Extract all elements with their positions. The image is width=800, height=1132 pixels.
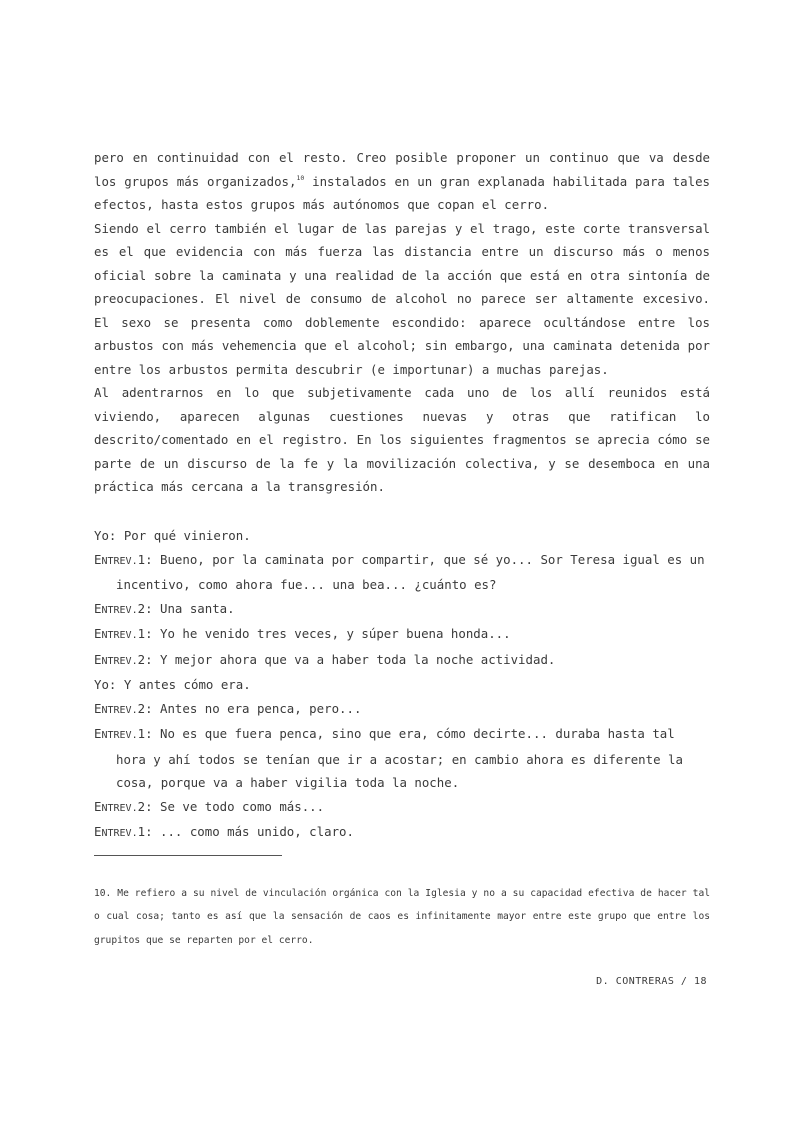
dialogue-text: Una santa. bbox=[152, 600, 235, 616]
dialogue-text: Se ve todo como más... bbox=[152, 798, 325, 814]
speaker-label: ENTREV.2 bbox=[94, 700, 146, 716]
speaker-label: ENTREV.2 bbox=[94, 651, 146, 667]
dialogue-turn: ENTREV.1: ... como más unido, claro. bbox=[94, 824, 354, 839]
paragraph-1-text-b: instalados en un gran explanada habilitada para tales efectos, hasta estos grupos más autónomos que copan el cerro. bbox=[94, 173, 710, 212]
dialogue-turn: ENTREV.2: Se ve todo como más... bbox=[94, 798, 325, 814]
dialogue-turn: Yo: Por qué vinieron. bbox=[94, 528, 251, 543]
page-footer: D. CONTRERAS / 18 bbox=[596, 976, 707, 987]
dialogue-turn: ENTREV.2: Y mejor ahora que va a haber toda la noche actividad. bbox=[94, 651, 556, 667]
speaker-label: Yo bbox=[94, 528, 109, 543]
paragraph-2: Siendo el cerro también el lugar de las parejas y el trago, este corte transversal es el que evidencia con más fuerza las distancia entre un discurso más o menos oficial sobre la caminata y una realidad de la acción que está en otra sintonía de preocupaciones. El nivel de consumo de alcohol no parece ser altamente excesivo. El sexo se presenta como doblemente escondido: aparece ocultándose entre los arbustos con más vehemencia que el alcohol; sin embargo, una caminata detenida por entre los arbustos permita descubrir (e importunar) a muchas parejas. bbox=[94, 220, 710, 377]
speaker-label: ENTREV.1 bbox=[94, 726, 146, 741]
dialogue-text: No es que fuera penca, sino que era, cómo decirte... duraba hasta tal hora y ahí todos se tenían que ir a acostar; en cambio ahora es diferente la cosa, porque va a haber vigilia toda la noche. bbox=[116, 726, 683, 790]
dialogue-text: Yo he venido tres veces, y súper buena honda... bbox=[152, 626, 511, 641]
dialogue-turn: ENTREV.1: No es que fuera penca, sino que era, cómo decirte... duraba hasta tal hora y ahí todos se tenían que ir a acostar; en cambio ahora es diferente la cosa, porque va a haber vigilia toda la noche. bbox=[94, 726, 683, 790]
interview-dialogue bbox=[94, 524, 710, 846]
speaker-label: ENTREV.1 bbox=[94, 824, 146, 839]
dialogue-text: Bueno, por la caminata por compartir, que sé yo... Sor Teresa igual es un incentivo, como ahora fue... una bea... ¿cuánto es? bbox=[116, 551, 705, 592]
footnote-reference: 10 bbox=[296, 173, 305, 182]
paragraph-1-text-a: pero en continuidad con el resto. Creo posible proponer un continuo que va desde los grupos más organizados, bbox=[94, 150, 710, 189]
speaker-label: ENTREV.1 bbox=[94, 551, 146, 567]
paragraph-1 bbox=[94, 146, 710, 217]
dialogue-turn: ENTREV.2: Una santa. bbox=[94, 600, 235, 616]
dialogue-text: ... como más unido, claro. bbox=[152, 824, 354, 839]
speaker-label: ENTREV.1 bbox=[94, 626, 146, 641]
dialogue-text: Antes no era penca, pero... bbox=[152, 700, 362, 716]
footnote: 10. Me refiero a su nivel de vinculación orgánica con la Iglesia y no a su capacidad efectiva de hacer tal o cual cosa; tanto es así que la sensación de caos es infinitamente mayor entre este grupo que entre los grupitos que se reparten por el cerro. bbox=[94, 887, 710, 946]
dialogue-turn: Yo: Y antes cómo era. bbox=[94, 677, 251, 692]
speaker-label: Yo bbox=[94, 677, 109, 692]
dialogue-text: Y mejor ahora que va a haber toda la noche actividad. bbox=[152, 651, 556, 667]
speaker-label: ENTREV.2 bbox=[94, 600, 146, 616]
dialogue-turn: ENTREV.2: Antes no era penca, pero... bbox=[94, 700, 362, 716]
body-text bbox=[94, 146, 710, 499]
paragraph-3: Al adentrarnos en lo que subjetivamente cada uno de los allí reunidos está viviendo, aparecen algunas cuestiones nuevas y otras que ratifican lo descrito/comentado en el registro. En los siguientes fragmentos se aprecia cómo se parte de un discurso de la fe y la movilización colectiva, y se desemboca en una práctica más cercana a la transgresión. bbox=[94, 385, 710, 494]
speaker-label: ENTREV.2 bbox=[94, 798, 146, 814]
dialogue-text: Y antes cómo era. bbox=[116, 677, 251, 692]
dialogue-turn: ENTREV.1: Bueno, por la caminata por compartir, que sé yo... Sor Teresa igual es un incentivo, como ahora fue... una bea... ¿cuánto es? bbox=[94, 551, 705, 592]
dialogue-turn: ENTREV.1: Yo he venido tres veces, y súper buena honda... bbox=[94, 626, 511, 641]
dialogue-text: Por qué vinieron. bbox=[116, 528, 251, 543]
footnote-divider bbox=[94, 855, 282, 856]
